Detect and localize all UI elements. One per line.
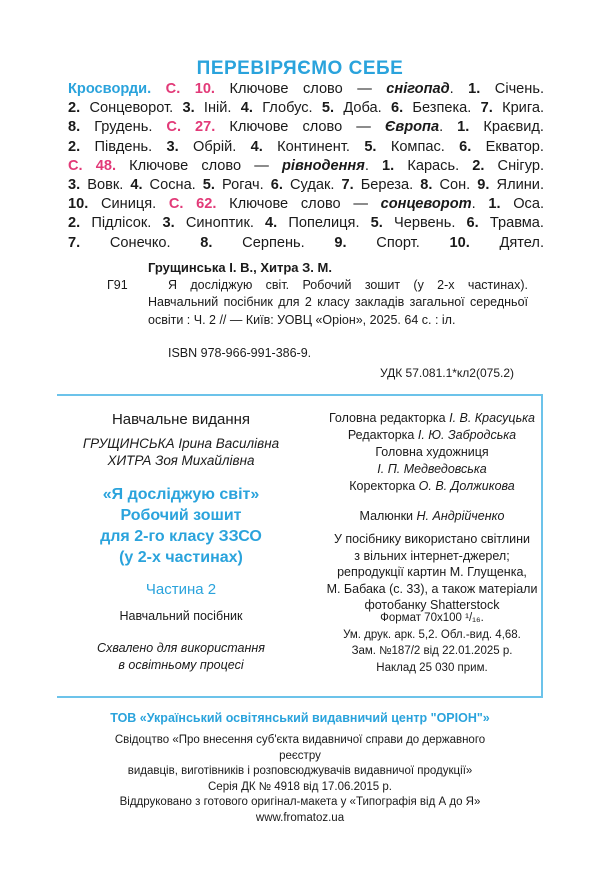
book-title-line: Робочий зошит — [120, 507, 242, 524]
print-format: Формат 70х100 ¹/₁₆. Ум. друк. арк. 5,2. Обл.-вид. 4,68. Зам. №187/2 від 22.01.2025 р. Наклад 25 030 прим. — [343, 612, 521, 674]
answer-text: Підлісок. — [80, 215, 163, 232]
answer-text: Судак. — [282, 177, 342, 194]
answer-text: Обрій. — [178, 138, 251, 155]
manual-type: Навчальний посібник — [119, 609, 243, 623]
answer-text: 3. — [162, 215, 175, 232]
answer-text: Доба. — [334, 100, 391, 117]
book-title — [62, 484, 300, 568]
publisher-name: ТОВ «Український освітянський видавничий центр "ОРІОН"» — [110, 711, 490, 725]
answer-line — [68, 176, 544, 195]
answer-text: 8. — [200, 234, 213, 251]
answer-text: 6. — [270, 177, 283, 194]
answer-text: 1. — [488, 196, 501, 213]
answer-text: 7. — [68, 234, 81, 251]
page-ref: С. 10. — [165, 81, 215, 97]
answer-text: Сосна. — [142, 177, 203, 194]
answer-text: 4. — [130, 177, 143, 194]
answer-text: Сонечко. — [80, 234, 201, 251]
answer-text: 1. — [382, 157, 395, 174]
catalog-code: Г91 — [107, 278, 128, 292]
page-ref: С. 62. — [168, 196, 217, 213]
answer-text: . — [439, 119, 458, 136]
keyword: рівнодення — [281, 157, 365, 174]
answer-line — [68, 195, 544, 214]
answer-text: Синоптик. — [174, 215, 266, 232]
answer-text: 5. — [321, 100, 335, 117]
imprint-box-bottom-border — [57, 696, 543, 698]
answer-text: Ключове слово — — [215, 81, 387, 97]
answer-text: 2. — [68, 100, 81, 117]
answer-text: . — [471, 196, 489, 213]
answer-text: 5. — [370, 215, 383, 232]
answer-line — [68, 80, 544, 99]
answer-line — [68, 99, 544, 118]
answer-text: 9. — [334, 234, 347, 251]
approval-line: в освітньому процесі — [118, 658, 244, 672]
answer-text: 8. — [420, 177, 433, 194]
answer-text: . — [449, 81, 469, 97]
crossword-answers — [68, 80, 544, 253]
keyword: снігопад — [386, 81, 450, 97]
answer-text: Континент. — [262, 138, 365, 155]
answer-text: 2. — [68, 215, 81, 232]
answer-line — [68, 234, 544, 253]
answer-text: Береза. — [353, 177, 421, 194]
page-ref: С. 27. — [166, 119, 216, 136]
answer-text: 6. — [390, 100, 404, 117]
answer-text: 1. — [457, 119, 470, 136]
keyword: Європа — [384, 119, 440, 136]
answer-text: Ключове слово — — [116, 157, 282, 174]
book-title-line: «Я досліджую світ» — [102, 486, 260, 503]
credit-line: Головна художниця — [375, 445, 489, 459]
approval-note — [62, 640, 300, 674]
credit-line: Коректорка О. В. Должикова — [349, 479, 515, 493]
answer-text: Ключове слово — — [215, 119, 385, 136]
answer-text: Ключове слово — — [216, 196, 381, 213]
answer-text: . — [364, 157, 383, 174]
credits — [322, 410, 542, 495]
answer-line — [68, 118, 544, 137]
answer-text: Червень. — [382, 215, 467, 232]
credit-line: І. П. Медведовська — [377, 462, 487, 476]
answer-text: Серпень. — [212, 234, 335, 251]
answer-text: 7. — [341, 177, 354, 194]
page-ref: С. 48. — [68, 157, 117, 174]
answer-text: 5. — [364, 138, 377, 155]
printing-info: Віддруковано з готового оригінал-макета у «Типографія від А до Я» www.fromatoz.ua — [119, 796, 481, 824]
edition-type: Навчальне видання — [111, 411, 251, 428]
author-2: ХИТРА Зоя Михайлівна — [107, 453, 255, 468]
answer-text: Іній. — [194, 100, 241, 117]
illustrator: Малюнки Н. Андрійченко — [359, 509, 505, 523]
answer-text: 4. — [240, 100, 253, 117]
answer-text: Ялини. — [489, 177, 544, 194]
answer-text: 8. — [68, 119, 81, 136]
answer-text: Січень. — [480, 81, 545, 97]
answer-text: 9. — [477, 177, 490, 194]
catalog-author: Грущинська І. В., Хитра З. М. — [148, 260, 332, 275]
answer-text: Екватор. — [471, 138, 544, 155]
answer-text: Глобус. — [252, 100, 322, 117]
author-1: ГРУЩИНСЬКА Ірина Василівна — [82, 436, 280, 451]
answer-text: Синиця. — [88, 196, 169, 213]
answer-line — [68, 214, 544, 233]
section-title: ПЕРЕВІРЯЄМО СЕБЕ — [196, 58, 404, 79]
answer-text: 4. — [250, 138, 263, 155]
credit-line: Редакторка І. Ю. Забродська — [347, 428, 517, 442]
answer-text: 6. — [459, 138, 472, 155]
answer-text: Краєвид. — [469, 119, 544, 136]
answer-text: 3. — [68, 177, 81, 194]
answer-text: Оса. — [500, 196, 545, 213]
answer-text: Сонцеворот. — [80, 100, 183, 117]
photo-note: У посібнику використано світлини з вільних інтернет-джерел; репродукції картин М. Глущенка, М. Бабака (с. 33), а також матеріали фотобанку Shatterstock — [326, 532, 538, 612]
answer-text: Грудень. — [80, 119, 167, 136]
answer-text: Карась. — [394, 157, 473, 174]
answer-text: Крига. — [492, 100, 545, 117]
isbn: ISBN 978-966-991-386-9. — [168, 346, 312, 360]
book-title-line: (у 2-х частинах) — [119, 549, 243, 566]
answer-text: Попелиця. — [277, 215, 371, 232]
answer-text: Вовк. — [80, 177, 131, 194]
book-title-line: для 2-го класу ЗЗСО — [100, 528, 262, 545]
answer-text: Південь. — [80, 138, 167, 155]
catalog-record: Я досліджую світ. Робочий зошит (у 2-х частинах). Навчальний посібник для 2 класу закладів загальної середньої освіти : Ч. 2 // — Київ: УОВЦ «Оріон», 2025. 64 с. : іл. — [148, 278, 528, 327]
answer-text: 3. — [166, 138, 179, 155]
answer-text: 2. — [472, 157, 485, 174]
answer-text: 10. — [68, 196, 89, 213]
credit-line: Головна редакторка І. В. Красуцька — [328, 411, 536, 425]
answer-text: 10. — [449, 234, 470, 251]
imprint-box-top-border — [57, 394, 543, 396]
answer-text: 4. — [265, 215, 278, 232]
answer-text: 2. — [68, 138, 81, 155]
book-part: Частина 2 — [145, 581, 217, 598]
answer-text: Безпека. — [403, 100, 481, 117]
answer-text: Дятел. — [469, 234, 545, 251]
answer-text: Кросворди. — [68, 81, 166, 97]
udk: УДК 57.081.1*кл2(075.2) — [380, 366, 514, 380]
answer-text: Компас. — [376, 138, 460, 155]
publisher-license: Свідоцтво «Про внесення суб'єкта видавничої справи до державного реєстру видавців, виготівників і розповсюджувачів видавничої продукції» Серія ДК № 4918 від 17.06.2015 р. — [114, 734, 486, 793]
answer-text: Рогач. — [214, 177, 271, 194]
answer-text: 3. — [182, 100, 195, 117]
keyword: сонцеворот — [380, 196, 472, 213]
answer-line — [68, 157, 544, 176]
answer-text: 6. — [466, 215, 479, 232]
answer-line — [68, 138, 544, 157]
answer-text: Спорт. — [346, 234, 450, 251]
answer-text: Сон. — [432, 177, 478, 194]
answer-text: Травма. — [478, 215, 544, 232]
answer-text: 5. — [202, 177, 215, 194]
answer-text: Снігур. — [484, 157, 545, 174]
approval-line: Схвалено для використання — [97, 641, 265, 655]
answer-text: 1. — [468, 81, 481, 97]
answer-text: 7. — [480, 100, 493, 117]
